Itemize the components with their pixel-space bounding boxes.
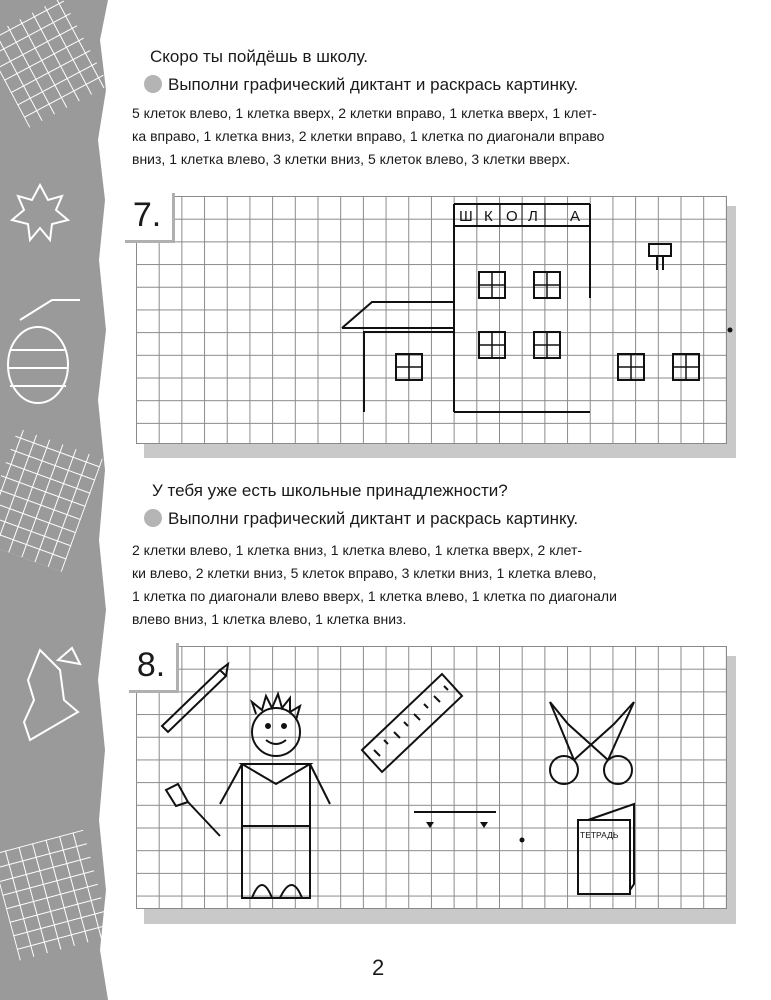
instruction-line: влево вниз, 1 клетка влево, 1 клетка вниз. [132, 611, 407, 627]
instruction-line: 5 клеток влево, 1 клетка вверх, 2 клетки вправо, 1 клетка вверх, 1 клет- [132, 105, 597, 121]
exercise7-panel [122, 190, 738, 460]
section1-task [144, 74, 578, 96]
notebook-icon [578, 804, 634, 894]
section2-task-text: Выполни графический диктант и раскрась картинку. [168, 509, 579, 528]
bullet-icon [144, 509, 162, 527]
notebook-label: ТЕТРАДЬ [580, 830, 619, 840]
start-point [728, 328, 733, 333]
section1-task-text: Выполни графический диктант и раскрась картинку. [168, 75, 579, 94]
instruction-line: ка вправо, 1 клетка вниз, 2 клетки вправо, 1 клетка по диагонали вправо [132, 128, 605, 144]
sign-icon [649, 244, 671, 256]
sign-letter: Ш [459, 208, 473, 225]
section2-task [144, 508, 578, 530]
decorative-side-strip [0, 0, 108, 1000]
brush-icon [166, 784, 220, 836]
sign-letter: А [570, 208, 581, 225]
bullet-icon [144, 75, 162, 93]
scissors-icon [550, 702, 634, 784]
school-supplies-drawing [122, 640, 738, 925]
section2-instructions [132, 539, 692, 631]
exercise7-number: 7. [122, 190, 172, 240]
ruler-icon [362, 674, 462, 772]
exercise8-number: 8. [126, 640, 176, 690]
section1-heading: Скоро ты пойдёшь в школу. [150, 47, 369, 66]
sign-letter: К [484, 208, 493, 225]
instruction-line: вниз, 1 клетка влево, 3 клетки вниз, 5 клеток влево, 3 клетки вверх. [132, 151, 571, 167]
school-drawing [122, 190, 738, 460]
instruction-line: 1 клетка по диагонали влево вверх, 1 клетка влево, 1 клетка по диагонали [132, 588, 617, 604]
page-number: 2 [372, 955, 385, 980]
sign-letter: О [506, 208, 518, 225]
instruction-line: ки влево, 2 клетки вниз, 5 клеток вправо, 3 клетки вниз, 1 клетка влево, [132, 565, 597, 581]
section1-instructions [132, 102, 672, 171]
boy-figure [220, 694, 330, 898]
start-point [520, 838, 525, 843]
instruction-line: 2 клетки влево, 1 клетка вниз, 1 клетка влево, 1 клетка вверх, 2 клет- [132, 542, 583, 558]
exercise8-panel [122, 640, 738, 925]
window-icon [396, 272, 699, 380]
section2-heading: У тебя уже есть школьные принадлежности? [152, 481, 508, 500]
sign-letter: Л [528, 208, 538, 225]
